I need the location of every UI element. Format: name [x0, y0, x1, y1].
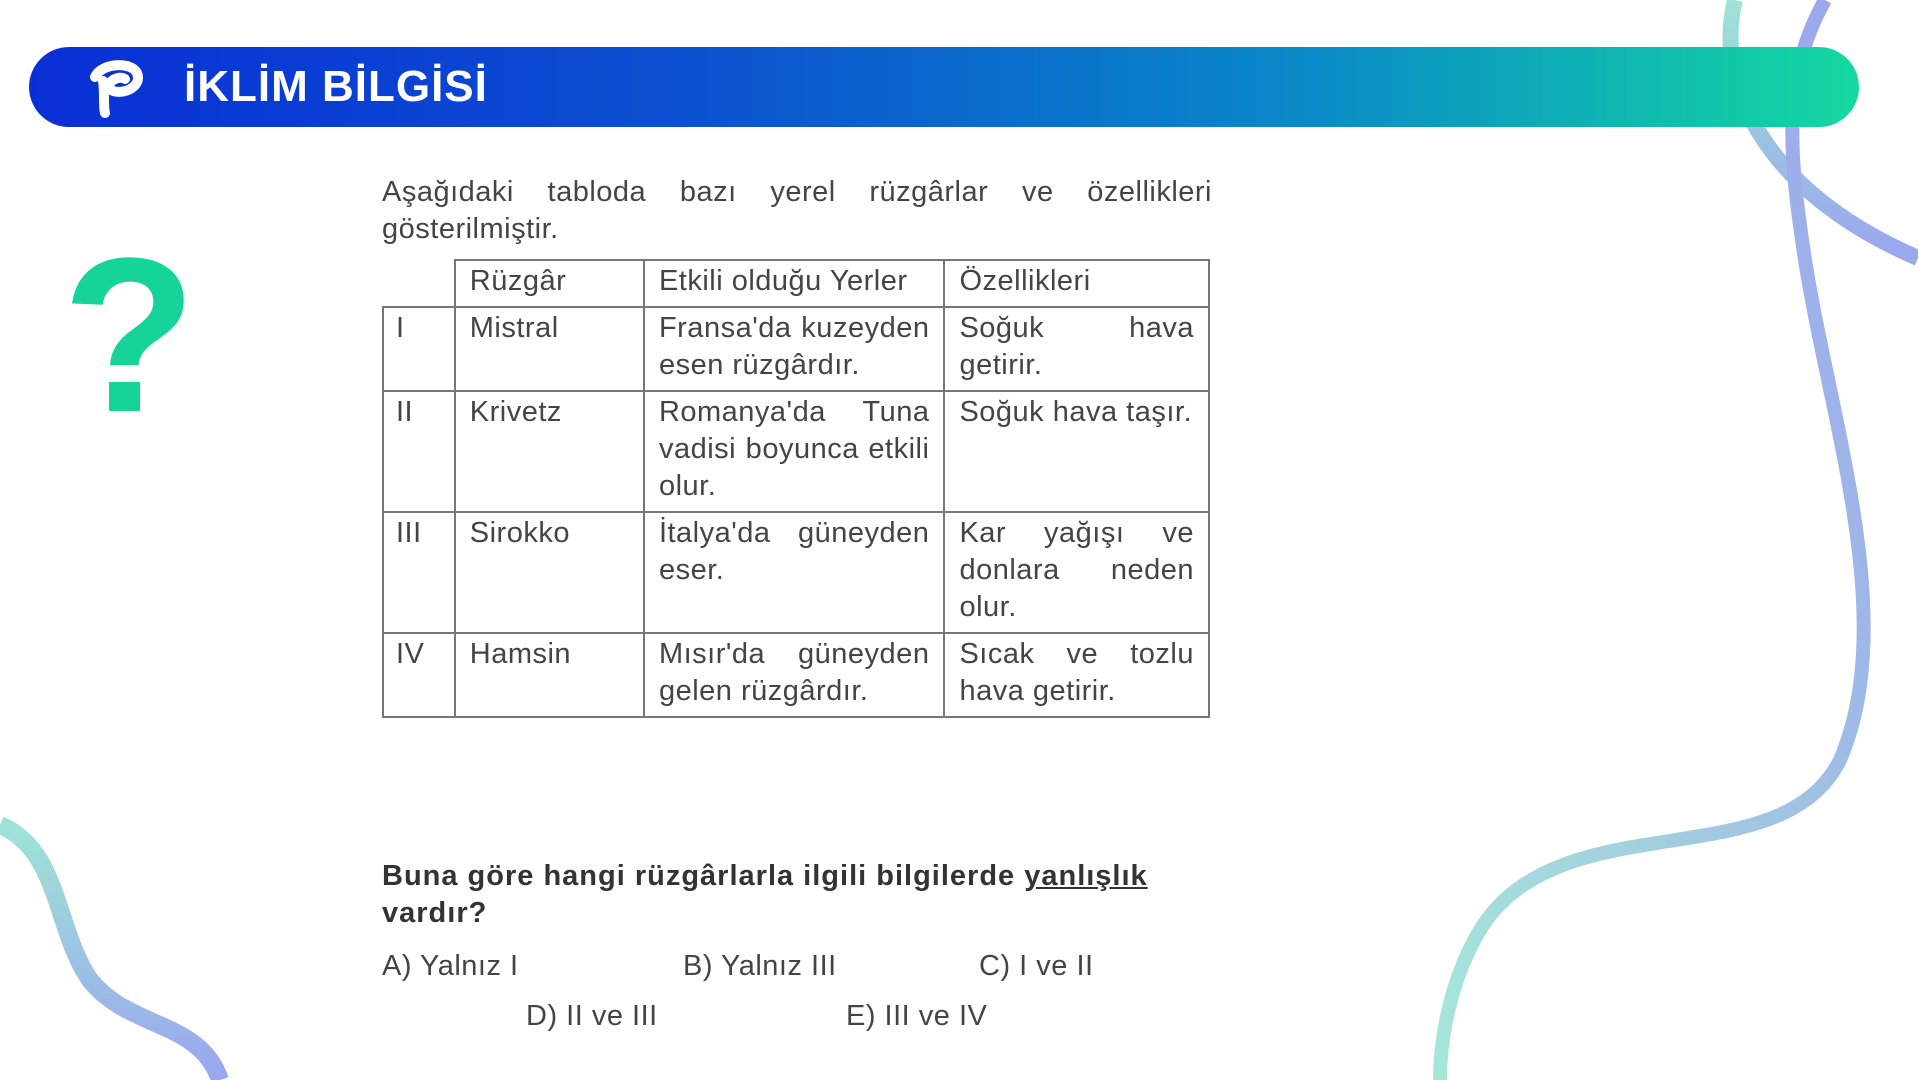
- header-cell-empty: [383, 260, 455, 307]
- table-row: [383, 633, 1209, 717]
- page-title: İKLİM BİLGİSİ: [184, 62, 488, 111]
- table-row: [383, 391, 1209, 512]
- row-number: I: [383, 307, 455, 391]
- wind-place: İtalya'da güneyden eser.: [644, 512, 945, 633]
- table-header-row: [383, 260, 1209, 307]
- option-d[interactable]: D) II ve III: [526, 1000, 658, 1032]
- wind-feature: Kar yağışı ve donlara neden olur.: [944, 512, 1209, 633]
- brand-logo-icon: [81, 57, 151, 119]
- question-intro: Aşağıdaki tabloda bazı yerel rüzgârlar ve özellikleri gösterilmiştir.: [382, 176, 1212, 245]
- table-row: [383, 512, 1209, 633]
- header-cell-feature: Özellikleri: [944, 260, 1209, 307]
- header-bar: [29, 47, 1859, 127]
- winds-table: [382, 259, 1210, 718]
- wind-place: Romanya'da Tuna vadisi boyunca etkili olur.: [644, 391, 945, 512]
- wind-place: Fransa'da kuzeyden esen rüzgârdır.: [644, 307, 945, 391]
- wind-name: Mistral: [455, 307, 644, 391]
- header-cell-place: Etkili olduğu Yerler: [644, 260, 945, 307]
- wind-name: Krivetz: [455, 391, 644, 512]
- wind-place: Mısır'da güneyden gelen rüzgârdır.: [644, 633, 945, 717]
- prompt-text: Buna göre hangi rüzgârlarla ilgili bilgilerde: [382, 860, 1025, 892]
- row-number: III: [383, 512, 455, 633]
- wind-name: Sirokko: [455, 512, 644, 633]
- prompt-end: vardır?: [382, 897, 488, 929]
- question-mark-icon: ?: [62, 212, 197, 458]
- option-a[interactable]: A) Yalnız I: [382, 950, 519, 982]
- option-e[interactable]: E) III ve IV: [846, 1000, 988, 1032]
- prompt-underlined: yanlışlık: [1024, 860, 1148, 892]
- wind-name: Hamsin: [455, 633, 644, 717]
- row-number: II: [383, 391, 455, 512]
- row-number: IV: [383, 633, 455, 717]
- table-row: [383, 307, 1209, 391]
- option-c[interactable]: C) I ve II: [979, 950, 1094, 982]
- wind-feature: Sıcak ve tozlu hava getirir.: [944, 633, 1209, 717]
- option-b[interactable]: B) Yalnız III: [683, 950, 837, 982]
- question-prompt: [382, 858, 1212, 932]
- wind-feature: Soğuk hava getirir.: [944, 307, 1209, 391]
- header-cell-wind: Rüzgâr: [455, 260, 644, 307]
- wind-feature: Soğuk hava taşır.: [944, 391, 1209, 512]
